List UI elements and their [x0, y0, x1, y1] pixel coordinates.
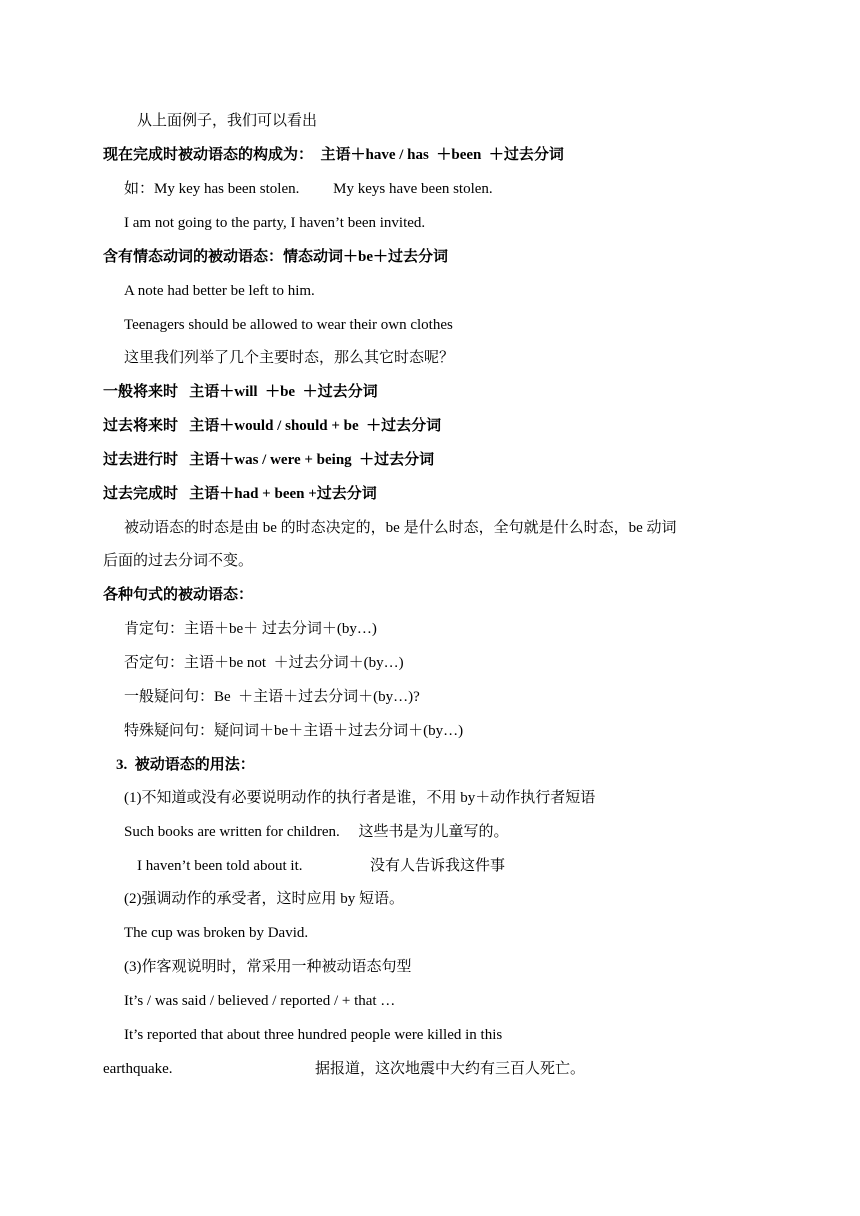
text-line: 否定句：主语＋be not ＋过去分词＋(by…) [124, 655, 404, 671]
text-line: A note had better be left to him. [124, 283, 315, 299]
text-line: (2)强调动作的承受者，这时应用 by 短语。 [124, 891, 404, 907]
heading-line: 过去完成时 主语＋had + been +过去分词 [103, 486, 377, 502]
text-line: 一般疑问句：Be ＋主语＋过去分词＋(by…)? [124, 689, 420, 705]
heading-line: 3. 被动语态的用法： [116, 757, 255, 773]
text-line: The cup was broken by David. [124, 925, 309, 941]
text-line: 这里我们列举了几个主要时态，那么其它时态呢？ [124, 350, 455, 366]
text-line: (3)作客观说明时，常采用一种被动语态句型 [124, 959, 412, 975]
text-line: Such books are written for children. 这些书是为儿童写的。 [124, 824, 509, 840]
heading-line: 一般将来时 主语＋will ＋be ＋过去分词 [103, 384, 378, 400]
text-line: It’s / was said / believed / reported / + that … [124, 993, 396, 1009]
text-line: It’s reported that about three hundred people were killed in this [124, 1027, 503, 1043]
heading-line: 过去进行时 主语＋was / were + being ＋过去分词 [103, 452, 435, 468]
text-line: Teenagers should be allowed to wear their own clothes [124, 317, 453, 333]
text-line: 被动语态的时态是由 be 的时态决定的，be 是什么时态，全句就是什么时态，be 动词 [124, 520, 677, 536]
heading-line: 各种句式的被动语态： [103, 587, 254, 603]
text-line: 后面的过去分词不变。 [103, 553, 254, 569]
text-line: earthquake. 据报道，这次地震中大约有三百人死亡。 [103, 1061, 586, 1077]
heading-line: 过去将来时 主语＋would / should + be ＋过去分词 [103, 418, 442, 434]
text-line: I haven’t been told about it. 没有人告诉我这件事 [137, 858, 506, 874]
text-line: 肯定句：主语＋be＋ 过去分词＋(by…) [124, 621, 377, 637]
heading-line: 含有情态动词的被动语态：情态动词＋be＋过去分词 [103, 249, 449, 265]
text-line: 如：My key has been stolen. My keys have been stolen. [124, 181, 493, 197]
text-line: (1)不知道或没有必要说明动作的执行者是谁，不用 by＋动作执行者短语 [124, 790, 596, 806]
text-line: 从上面例子，我们可以看出 [137, 113, 318, 129]
text-line: I am not going to the party, I haven’t been invited. [124, 215, 426, 231]
text-line: 特殊疑问句：疑问词＋be＋主语＋过去分词＋(by…) [124, 723, 464, 739]
heading-line: 现在完成时被动语态的构成为： 主语＋have / has ＋been ＋过去分词 [103, 147, 564, 163]
